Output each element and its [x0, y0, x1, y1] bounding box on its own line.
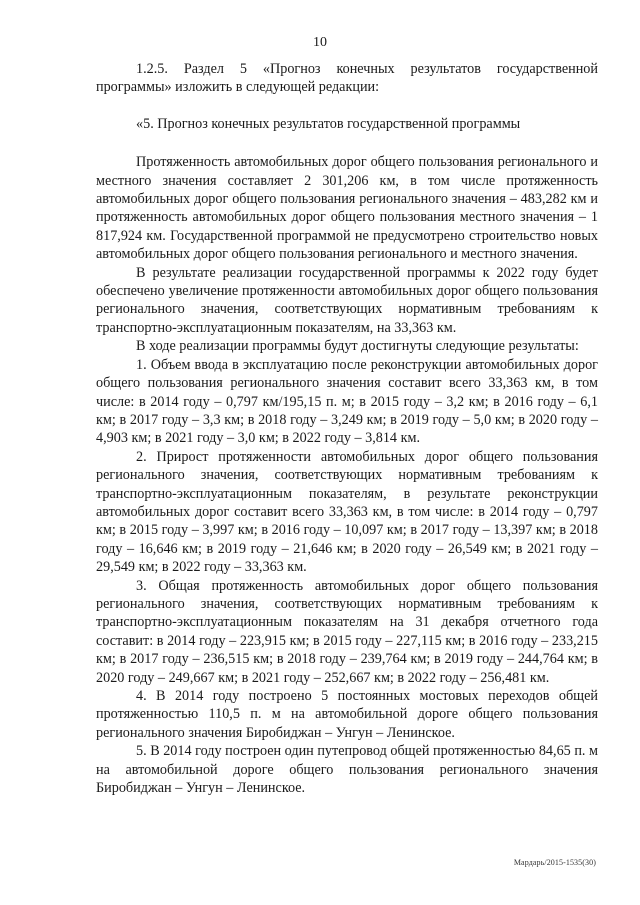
- paragraph-road-length: Протяженность автомобильных дорог общего пользования регионального и местного значения составляет 2 301,206 км, в том числе протяженность автомобильных дорог общего пользования регионального значения – 483,282 км и протяженность автомобильных дорог общего пользования местного значения – 1 817,924 км. Государственной программой не предусмотрено строительство новых автомобильных дорог общего пользования регионального и местного значения.: [96, 154, 598, 263]
- document-footer-code: Мардарь/2015-1535(30): [513, 858, 596, 867]
- paragraph-result-1: 1. Объем ввода в эксплуатацию после реконструкции автомобильных дорог общего пользования регионального значения составит всего 33,363 км, в том числе: в 2014 году – 0,797 км/195,15 п. м; в 2015 году – 3,2 км; в 2016 году – 6,1 км; в 2017 году – 3,3 км; в 2018 году – 3,249 км; в 2019 году – 5,0 км; в 2020 году – 4,903 км; в 2021 году – 3,0 км; в 2022 году – 3,814 км.: [96, 356, 598, 447]
- paragraph-result-3: 3. Общая протяженность автомобильных дорог общего пользования регионального значения, соответствующих нормативным требованиям к транспортно-эксплуатационным показателям на 31 декабря отчетного года составит: в 2014 году – 223,915 км; в 2015 году – 227,115 км; в 2016 году – 233,215 км; в 2017 году – 236,515 км; в 2018 году – 239,764 км; в 2019 году – 244,764 км; в 2020 году – 249,667 км; в 2021 году – 252,667 км; в 2022 году – 256,481 км.: [96, 577, 598, 686]
- page-number: 10: [313, 35, 327, 50]
- amendment-intro: 1.2.5. Раздел 5 «Прогноз конечных результатов государственной программы» изложить в следующей редакции:: [96, 61, 598, 96]
- paragraph-result-4: 4. В 2014 году построено 5 постоянных мостовых переходов общей протяженностью 110,5 п. м на автомобильной дороге общего пользования регионального значения Биробиджан – Унгун – Ленинское.: [96, 688, 598, 741]
- document-body: [96, 60, 598, 797]
- paragraph-result-5: 5. В 2014 году построен один путепровод общей протяженностью 84,65 п. м на автомобильной дороге общего пользования регионального значения Биробиджан – Унгун – Ленинское.: [96, 743, 598, 797]
- section-heading: «5. Прогноз конечных результатов государственной программы: [136, 115, 521, 132]
- paragraph-results-intro: В ходе реализации программы будут достигнуты следующие результаты:: [136, 338, 579, 355]
- paragraph-result-2: 2. Прирост протяженности автомобильных дорог общего пользования регионального значения, соответствующих нормативным требованиям к транспортно-эксплуатационным показателям, в результате реконструкции автомобильных дорог составит всего 33,363 км, в том числе: в 2014 году – 0,797 км; в 2015 году – 3,997 км; в 2016 году – 10,097 км; в 2017 году – 13,397 км; в 2018 году – 16,646 км; в 2019 году – 21,646 км; в 2020 году – 26,549 км; в 2021 году – 29,549 км; в 2022 году – 33,363 км.: [96, 448, 598, 576]
- paragraph-program-result: В результате реализации государственной программы к 2022 году будет обеспечено увеличение протяженности автомобильных дорог общего пользования регионального значения, соответствующих нормативным требованиям к транспортно-эксплуатационным показателям, на 33,363 км.: [96, 264, 598, 336]
